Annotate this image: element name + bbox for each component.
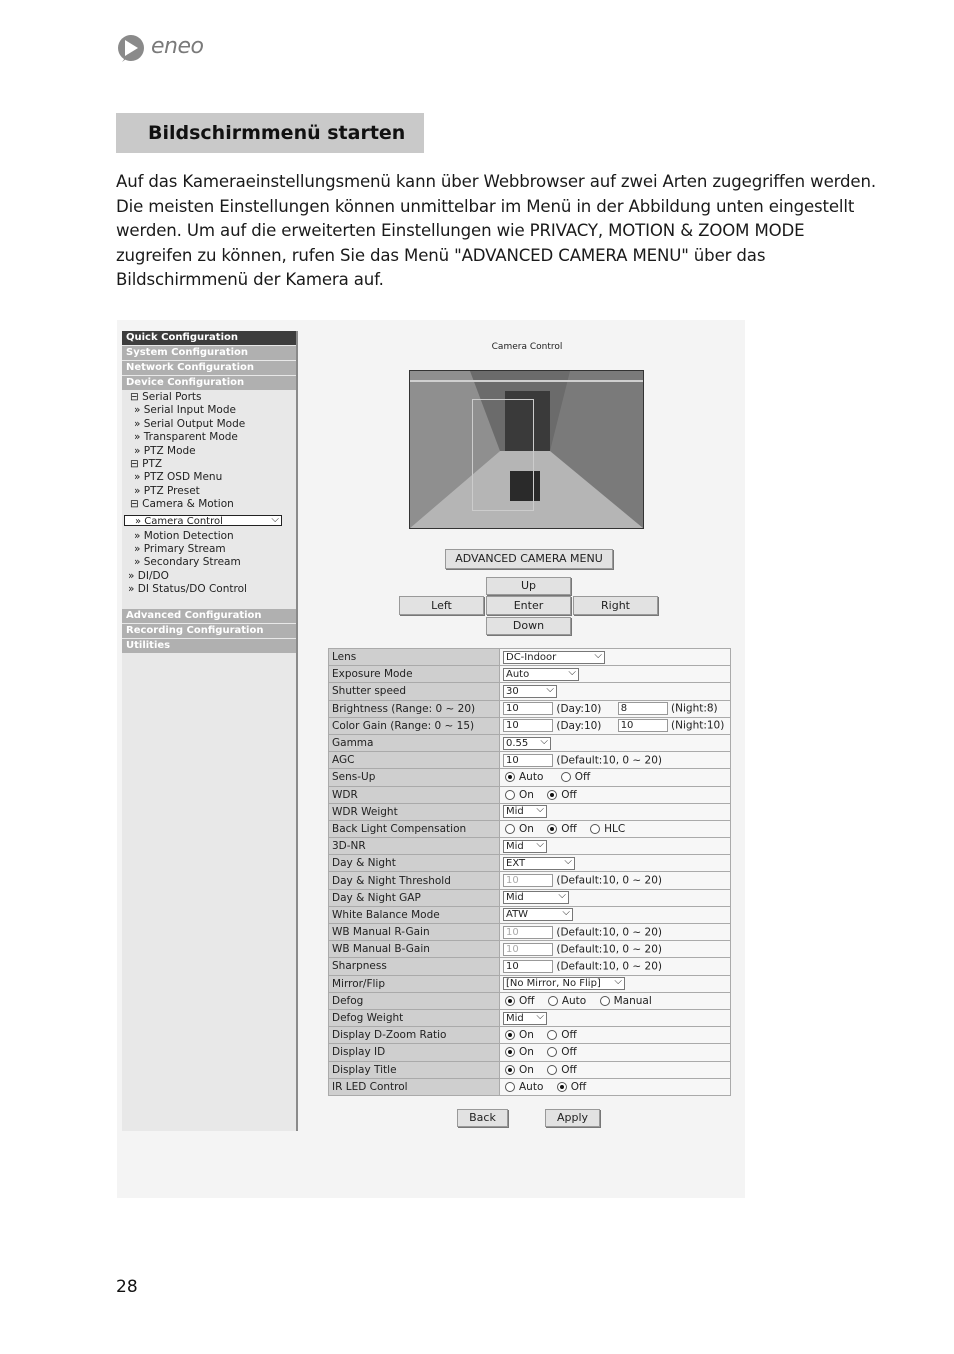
sidebar-item-di-status[interactable]: » DI Status/DO Control <box>128 583 247 596</box>
dn-gap-select[interactable]: Mid ⌵ <box>503 891 569 904</box>
dnr-select[interactable]: Mid ⌵ <box>503 840 547 853</box>
table-row <box>329 683 731 700</box>
setting-label: Day & Night <box>329 855 500 872</box>
sidebar-item-motion-detection[interactable]: » Motion Detection <box>134 529 234 542</box>
table-row <box>329 1061 731 1078</box>
section-heading: Bildschirmmenü starten <box>116 113 424 153</box>
color-gain-day-input[interactable]: 10 <box>503 719 553 732</box>
setting-label: Day & Night Threshold <box>329 872 500 889</box>
table-row <box>329 855 731 872</box>
table-row <box>329 700 731 717</box>
intro-paragraph: Auf das Kameraeinstellungsmenü kann über Webbrowser auf zwei Arten zugegriffen werden. Die meisten Einstellungen können unmittelbar im Menü in der Abbildung unten eingestellt werden. Um auf die erweiterten Einstellungen wie PRIVACY, MOTION & ZOOM MODE zugreifen zu können, rufen Sie das Menü "ADVANCED CAMERA MENU" über das Bildschirmmenü der Kamera auf. <box>116 172 876 289</box>
radio-label: Off <box>561 822 577 835</box>
sharpness-input[interactable]: 10 <box>503 960 553 973</box>
wdr-off-radio[interactable] <box>547 790 557 800</box>
table-row <box>329 1078 731 1095</box>
agc-note: (Default:10, 0 ~ 20) <box>556 754 662 767</box>
sidebar <box>122 331 298 1131</box>
setting-label: 3D-NR <box>329 838 500 855</box>
sidebar-item-secondary-stream[interactable]: » Secondary Stream <box>134 556 241 569</box>
enter-button[interactable]: Enter <box>486 596 571 615</box>
radio-label: On <box>519 1046 534 1059</box>
brightness-night-note: (Night:8) <box>671 702 718 715</box>
sidebar-item-primary-stream[interactable]: » Primary Stream <box>134 542 226 555</box>
table-row <box>329 649 731 666</box>
radio-label: Auto <box>519 771 544 784</box>
table-row <box>329 786 731 803</box>
camera-settings-table <box>328 648 731 1096</box>
blc-on-radio[interactable] <box>505 824 515 834</box>
sidebar-item-ptz-preset[interactable]: » PTZ Preset <box>134 484 200 497</box>
table-row <box>329 1009 731 1026</box>
display-id-on-radio[interactable] <box>505 1047 515 1057</box>
defog-off-radio[interactable] <box>505 996 515 1006</box>
table-row <box>329 666 731 683</box>
table-row <box>329 958 731 975</box>
ir-led-auto-radio[interactable] <box>505 1082 515 1092</box>
setting-label: IR LED Control <box>329 1078 500 1095</box>
sidebar-item-ptz-mode[interactable]: » PTZ Mode <box>134 444 196 457</box>
setting-label: White Balance Mode <box>329 906 500 923</box>
left-button[interactable]: Left <box>399 596 484 615</box>
sidebar-head-device[interactable]: Device Configuration <box>122 376 296 390</box>
sidebar-head-quick[interactable]: Quick Configuration <box>122 331 296 345</box>
gamma-select[interactable]: 0.55 ⌵ <box>503 737 551 750</box>
advanced-camera-menu-button[interactable]: ADVANCED CAMERA MENU <box>445 549 613 569</box>
sidebar-item-serial-ports[interactable]: ⊟ Serial Ports <box>130 391 202 403</box>
display-title-off-radio[interactable] <box>547 1065 557 1075</box>
mirror-flip-select[interactable]: [No Mirror, No Flip] ⌵ <box>503 977 625 990</box>
setting-label: WB Manual R-Gain <box>329 924 500 941</box>
setting-label: Sens-Up <box>329 769 500 786</box>
radio-label: HLC <box>604 822 626 835</box>
osd-overlay <box>472 399 534 511</box>
setting-label: Brightness (Range: 0 ~ 20) <box>329 700 500 717</box>
table-row <box>329 872 731 889</box>
sidebar-item-camera-control[interactable]: » Camera Control ⌵ <box>124 515 282 526</box>
table-row <box>329 820 731 837</box>
blc-hlc-radio[interactable] <box>590 824 600 834</box>
radio-label: Off <box>561 1063 577 1076</box>
table-row <box>329 941 731 958</box>
defog-weight-select[interactable]: Mid ⌵ <box>503 1012 547 1025</box>
defog-auto-radio[interactable] <box>548 996 558 1006</box>
sidebar-item-serial-output[interactable]: » Serial Output Mode <box>134 417 246 430</box>
sidebar-item-transparent[interactable]: » Transparent Mode <box>134 431 238 444</box>
setting-label: Display Title <box>329 1061 500 1078</box>
radio-label: Off <box>570 1080 587 1093</box>
setting-label: Defog Weight <box>329 1009 500 1026</box>
setting-label: Display ID <box>329 1044 500 1061</box>
wb-mode-select[interactable]: ATW ⌵ <box>503 908 573 921</box>
table-row <box>329 924 731 941</box>
setting-label: Color Gain (Range: 0 ~ 15) <box>329 717 500 734</box>
sidebar-head-advanced[interactable]: Advanced Configuration <box>122 609 296 623</box>
radio-label: Auto <box>519 1080 544 1093</box>
table-row <box>329 717 731 734</box>
setting-label: WB Manual B-Gain <box>329 941 500 958</box>
sharpness-note: (Default:10, 0 ~ 20) <box>556 960 662 973</box>
sens-up-auto-radio[interactable] <box>505 772 515 782</box>
sidebar-item-ptz[interactable]: ⊟ PTZ <box>130 457 163 470</box>
dn-threshold-input[interactable]: 10 <box>503 874 553 887</box>
table-row <box>329 975 731 992</box>
setting-label: Gamma <box>329 734 500 751</box>
wb-r-gain-note: (Default:10, 0 ~ 20) <box>556 926 662 939</box>
radio-label: Off <box>561 1046 577 1059</box>
brightness-day-input[interactable]: 10 <box>503 702 553 715</box>
lens-select[interactable]: DC-Indoor ⌵ <box>503 651 605 664</box>
sidebar-head-system[interactable]: System Configuration <box>122 346 296 360</box>
page-number: 28 <box>116 1277 138 1297</box>
right-button[interactable]: Right <box>573 596 658 615</box>
table-row <box>329 734 731 751</box>
shutter-select[interactable]: 30 ⌵ <box>503 685 557 698</box>
brightness-day-note: (Day:10) <box>556 702 602 715</box>
radio-label: On <box>519 1063 534 1076</box>
table-row <box>329 1027 731 1044</box>
setting-label: WDR <box>329 786 500 803</box>
radio-label: Off <box>574 771 591 784</box>
brightness-night-input[interactable]: 8 <box>618 702 668 715</box>
up-button[interactable]: Up <box>486 577 571 595</box>
radio-label: Off <box>561 788 577 801</box>
radio-label: On <box>519 788 534 801</box>
sidebar-item-serial-input[interactable]: » Serial Input Mode <box>134 404 236 417</box>
agc-input[interactable]: 10 <box>503 754 553 767</box>
radio-label: Manual <box>613 994 652 1007</box>
brand-name: eneo <box>151 34 204 59</box>
table-row <box>329 1044 731 1061</box>
setting-label: Sharpness <box>329 958 500 975</box>
sidebar-head-recording[interactable]: Recording Configuration <box>122 624 296 638</box>
ir-led-off-radio[interactable] <box>557 1082 567 1092</box>
down-button[interactable]: Down <box>486 617 571 635</box>
wb-b-gain-note: (Default:10, 0 ~ 20) <box>556 943 662 956</box>
dn-threshold-note: (Default:10, 0 ~ 20) <box>556 874 662 887</box>
wdr-on-radio[interactable] <box>505 790 515 800</box>
dzoom-off-radio[interactable] <box>547 1030 557 1040</box>
table-row <box>329 769 731 786</box>
radio-label: On <box>519 1029 534 1042</box>
defog-manual-radio[interactable] <box>600 996 610 1006</box>
sidebar-head-utilities[interactable]: Utilities <box>122 639 296 653</box>
wb-b-gain-input[interactable]: 10 <box>503 943 553 956</box>
exposure-select[interactable]: Auto ⌵ <box>503 668 579 681</box>
color-gain-day-note: (Day:10) <box>556 719 602 732</box>
radio-label: Off <box>561 1029 577 1042</box>
table-row <box>329 752 731 769</box>
radio-label: On <box>519 822 534 835</box>
day-night-select[interactable]: EXT ⌵ <box>503 857 575 870</box>
setting-label: Exposure Mode <box>329 666 500 683</box>
display-title-on-radio[interactable] <box>505 1065 515 1075</box>
sidebar-head-network[interactable]: Network Configuration <box>122 361 296 375</box>
back-button[interactable]: Back <box>457 1109 508 1127</box>
table-row <box>329 803 731 820</box>
setting-label: WDR Weight <box>329 803 500 820</box>
setting-label: Mirror/Flip <box>329 975 500 992</box>
sens-up-off-radio[interactable] <box>561 772 571 782</box>
setting-label: Back Light Compensation <box>329 820 500 837</box>
radio-label: Auto <box>561 994 587 1007</box>
table-row <box>329 889 731 906</box>
table-row <box>329 992 731 1009</box>
color-gain-night-input[interactable]: 10 <box>618 719 668 732</box>
blc-off-radio[interactable] <box>547 824 557 834</box>
sidebar-item-dido[interactable]: » DI/DO <box>128 569 169 582</box>
camera-preview-image <box>409 370 644 529</box>
camera-settings-screenshot <box>117 320 745 1198</box>
setting-label: Day & Night GAP <box>329 889 500 906</box>
sidebar-item-ptz-osd[interactable]: » PTZ OSD Menu <box>134 471 223 484</box>
color-gain-night-note: (Night:10) <box>671 719 725 732</box>
dzoom-on-radio[interactable] <box>505 1030 515 1040</box>
setting-label: Defog <box>329 992 500 1009</box>
setting-label: Shutter speed <box>329 683 500 700</box>
radio-label: Off <box>519 994 535 1007</box>
setting-label: AGC <box>329 752 500 769</box>
wb-r-gain-input[interactable]: 10 <box>503 926 553 939</box>
table-row <box>329 838 731 855</box>
display-id-off-radio[interactable] <box>547 1047 557 1057</box>
sidebar-item-camera-motion[interactable]: ⊟ Camera & Motion <box>130 498 234 511</box>
apply-button[interactable]: Apply <box>545 1109 600 1127</box>
camera-control-title: Camera Control <box>491 342 563 352</box>
setting-label: Lens <box>329 649 500 666</box>
table-row <box>329 906 731 923</box>
wdr-weight-select[interactable]: Mid ⌵ <box>503 805 547 818</box>
setting-label: Display D-Zoom Ratio <box>329 1027 500 1044</box>
